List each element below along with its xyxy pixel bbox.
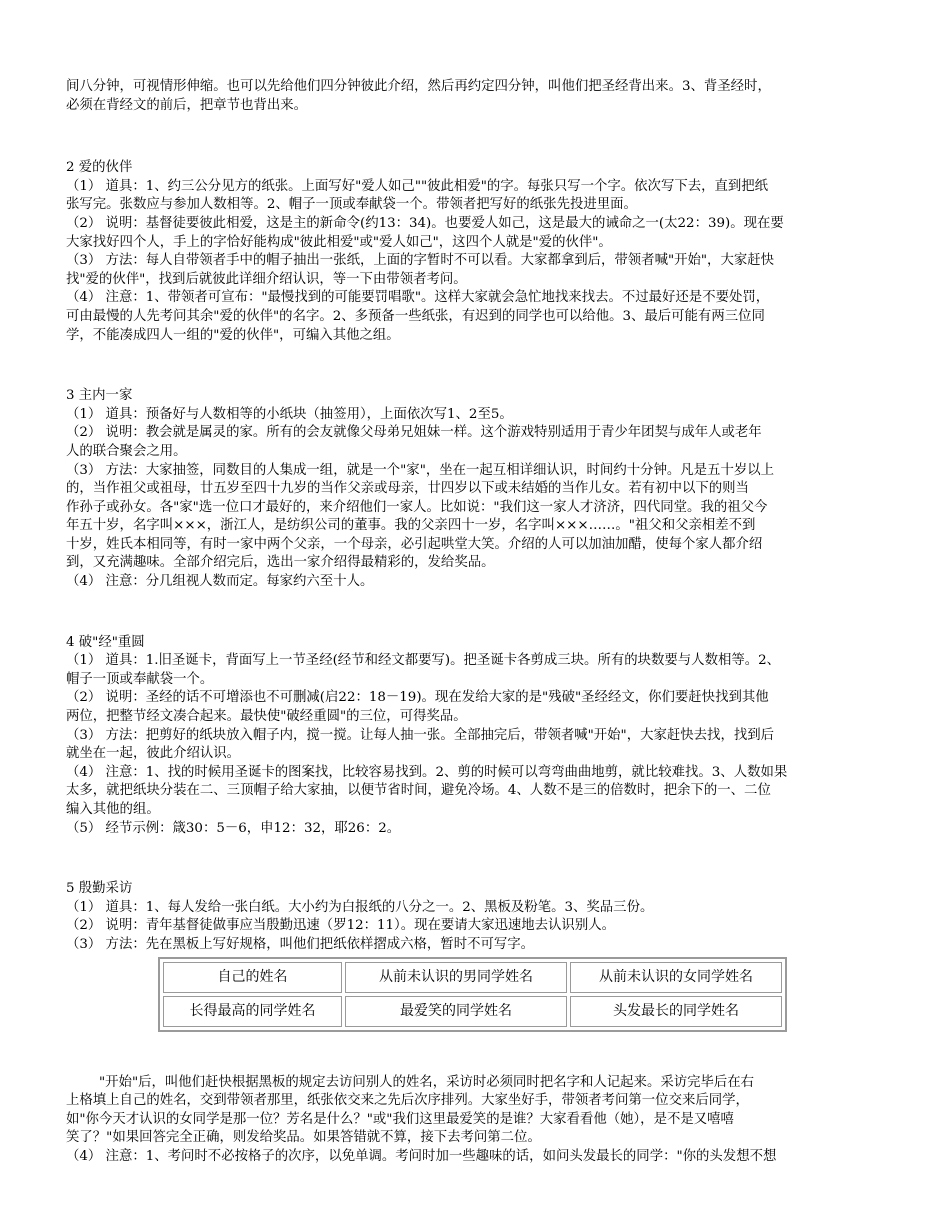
text-line: （2） 说明：教会就是属灵的家。所有的会友就像父母弟兄姐妹一样。这个游戏特别适用于青少年团契与成年人或老年 bbox=[66, 425, 762, 441]
section-family-in-lord bbox=[66, 387, 890, 592]
table-row bbox=[163, 996, 782, 1027]
text-line: 可由最慢的人先考问其余"爱的伙伴"的名字。2、多预备一些纸张，有迟到的同学也可以给他。3、最后可能有两三位同 bbox=[66, 308, 765, 324]
text-line: （2） 说明：青年基督徒做事应当殷勤迅速（罗12：11）。现在要请大家迅速地去认识别人。 bbox=[66, 918, 615, 934]
text-line: （3） 方法：把剪好的纸块放入帽子内，搅一搅。让每人抽一张。全部抽完后，带领者喊"开始"，大家赶快去找，找到后 bbox=[66, 727, 775, 743]
table-cell: 最爱笑的同学姓名 bbox=[345, 996, 567, 1027]
text-line: 作孙子或孙女。各"家"选一位口才最好的，来介绍他们一家人。比如说："我们这一家人才济济，四代同堂。我的祖父今 bbox=[66, 499, 768, 515]
text-line: 编入其他的组。 bbox=[66, 802, 160, 817]
text-line: 就坐在一起，彼此介绍认识。 bbox=[66, 746, 241, 762]
text-line: （3） 方法：大家抽签，同数目的人集成一组，就是一个"家"，坐在一起互相详细认识，时间约十分钟。凡是五十岁以上 bbox=[66, 462, 775, 478]
text-line: （2） 说明：基督徒要彼此相爱，这是主的新命令(约13：34)。也要爱人如己，这是最大的诫命之一(太22：39)。现在要 bbox=[66, 215, 784, 231]
section-heading: 2 爱的伙伴 bbox=[66, 160, 133, 176]
text-line: 太多，就把纸块分装在二、三顶帽子给大家抽，以便节省时间，避免冷场。4、人数不是三的倍数时，把余下的一、二位 bbox=[66, 783, 771, 799]
text-line: "开始"后，叫他们赶快根据黑板的规定去访问别人的姓名，采访时必须同时把名字和人记起来。采访完毕后在右 bbox=[99, 1074, 755, 1090]
table-cell: 长得最高的同学姓名 bbox=[163, 996, 342, 1027]
text-line: 笑了？"如果回答完全正确，则发给奖品。如果答错就不算，接下去考问第二位。 bbox=[66, 1130, 541, 1146]
text-line: 两位，把整节经文凑合起来。最快使"破经重圆"的三位，可得奖品。 bbox=[66, 709, 467, 725]
text-line: （3） 方法：每人自带领者手中的帽子抽出一张纸，上面的字暂时不可以看。大家都拿到后，带领者喊"开始"，大家赶快 bbox=[66, 253, 775, 269]
text-line: 找"爱的伙伴"，找到后就彼此详细介绍认识，等一下由带领者考问。 bbox=[66, 271, 467, 287]
blackboard-grid-table bbox=[158, 957, 787, 1032]
text-line: 到，又充满趣味。全部介绍完后，选出一家介绍得最精彩的，发给奖品。 bbox=[66, 555, 495, 571]
table-cell: 头发最长的同学姓名 bbox=[570, 996, 782, 1027]
text-line: 帽子一顶或奉献袋一个。 bbox=[66, 671, 214, 687]
section-heading: 5 殷勤采访 bbox=[66, 881, 133, 897]
table-cell: 从前未认识的男同学姓名 bbox=[345, 962, 567, 993]
text-line: （3） 方法：先在黑板上写好规格，叫他们把纸依样摺成六格，暂时不可写字。 bbox=[66, 936, 535, 952]
text-line: （1） 道具：1.旧圣诞卡，背面写上一节圣经(经节和经文都要写)。把圣诞卡各剪成三块。所有的块数要与人数相等。2、 bbox=[66, 653, 781, 669]
section-diligent-interview bbox=[66, 880, 890, 1031]
text-line: （2） 说明：圣经的话不可增添也不可删减(启22：18－19)。现在发给大家的是"残破"圣经经文，你们要赶快找到其他 bbox=[66, 690, 769, 706]
text-line: 学，不能凑成四人一组的"爱的伙伴"，可编入其他之组。 bbox=[66, 327, 400, 343]
text-line: （4） 注意：1、考问时不必按格子的次序，以免单调。考问时加一些趣味的话，如问头发最长的同学："你的头发想不想 bbox=[66, 1148, 777, 1164]
table-row bbox=[163, 962, 782, 993]
text-line: 大家找好四个人，手上的字恰好能构成"彼此相爱"或"爱人如己"，这四个人就是"爱的伙伴"。 bbox=[66, 234, 612, 250]
text-line: （5） 经节示例：箴30：5－6，申12：32，耶26：2。 bbox=[66, 820, 401, 836]
text-line: 如"你今天才认识的女同学是那一位？芳名是什么？"或"我们这里最爱笑的是谁？大家看看他（她），是不是又嘻嘻 bbox=[66, 1111, 734, 1127]
section-heading: 3 主内一家 bbox=[66, 388, 133, 404]
text-line: 张写完。张数应与参加人数相等。2、帽子一顶或奉献袋一个。带领者把写好的纸张先投进里面。 bbox=[66, 197, 637, 213]
text-line: 必须在背经文的前后，把章节也背出来。 bbox=[66, 97, 308, 113]
section-love-partners bbox=[66, 159, 890, 345]
text-line: （4） 注意：1、找的时候用圣诞卡的图案找，比较容易找到。2、剪的时候可以弯弯曲曲地剪，就比较难找。3、人数如果 bbox=[66, 764, 788, 780]
intro-paragraph bbox=[66, 78, 890, 115]
text-line: 间八分钟，可视情形伸缩。也可以先给他们四分钟彼此介绍，然后再约定四分钟，叫他们把圣经背出来。3、背圣经时， bbox=[66, 79, 771, 94]
table-cell: 从前未认识的女同学姓名 bbox=[570, 962, 782, 993]
text-line: 年五十岁，名字叫×××，浙江人，是纺织公司的董事。我的父亲四十一岁，名字叫×××……。"祖父和父亲相差不到 bbox=[66, 518, 756, 534]
text-line: （4） 注意：1、带领者可宣布："最慢找到的可能要罚唱歌"。这样大家就会急忙地找来找去。不过最好还是不要处罚， bbox=[66, 290, 770, 306]
text-line: 十岁，姓氏本相同等，有时一家中两个父亲，一个母亲，必引起哄堂大笑。介绍的人可以加油加醋，使每个家人都介绍 bbox=[66, 536, 763, 552]
text-line: （1） 道具：预备好与人数相等的小纸块（抽签用），上面依次写1、2至5。 bbox=[66, 406, 513, 422]
text-line: 的，当作祖父或祖母，廿五岁至四十九岁的当作父亲或母亲，廿四岁以下或未结婚的当作儿女。若有初中以下的则当 bbox=[66, 481, 749, 497]
text-line: （4） 注意：分几组视人数而定。每家约六至十人。 bbox=[66, 574, 374, 590]
table-cell: 自己的姓名 bbox=[163, 962, 342, 993]
text-line: （1） 道具：1、约三公分见方的纸张。上面写好"爱人如己""彼此相爱"的字。每张只写一个字。依次写下去，直到把纸 bbox=[66, 178, 769, 194]
document-page bbox=[66, 78, 890, 1167]
text-line: 上格填上自己的姓名，交到带领者那里，纸张依交来之先后次序排列。大家坐好手，带领者考问第一位交来后同学， bbox=[66, 1093, 749, 1109]
text-line: （1） 道具：1、每人发给一张白纸。大小约为白报纸的八分之一。2、黑板及粉笔。3、奖品三份。 bbox=[66, 899, 654, 915]
section-broken-verse bbox=[66, 634, 890, 839]
text-line: 人的联合聚会之用。 bbox=[66, 443, 187, 459]
section-heading: 4 破"经"重圆 bbox=[66, 634, 145, 650]
closing-paragraph bbox=[66, 1074, 890, 1167]
